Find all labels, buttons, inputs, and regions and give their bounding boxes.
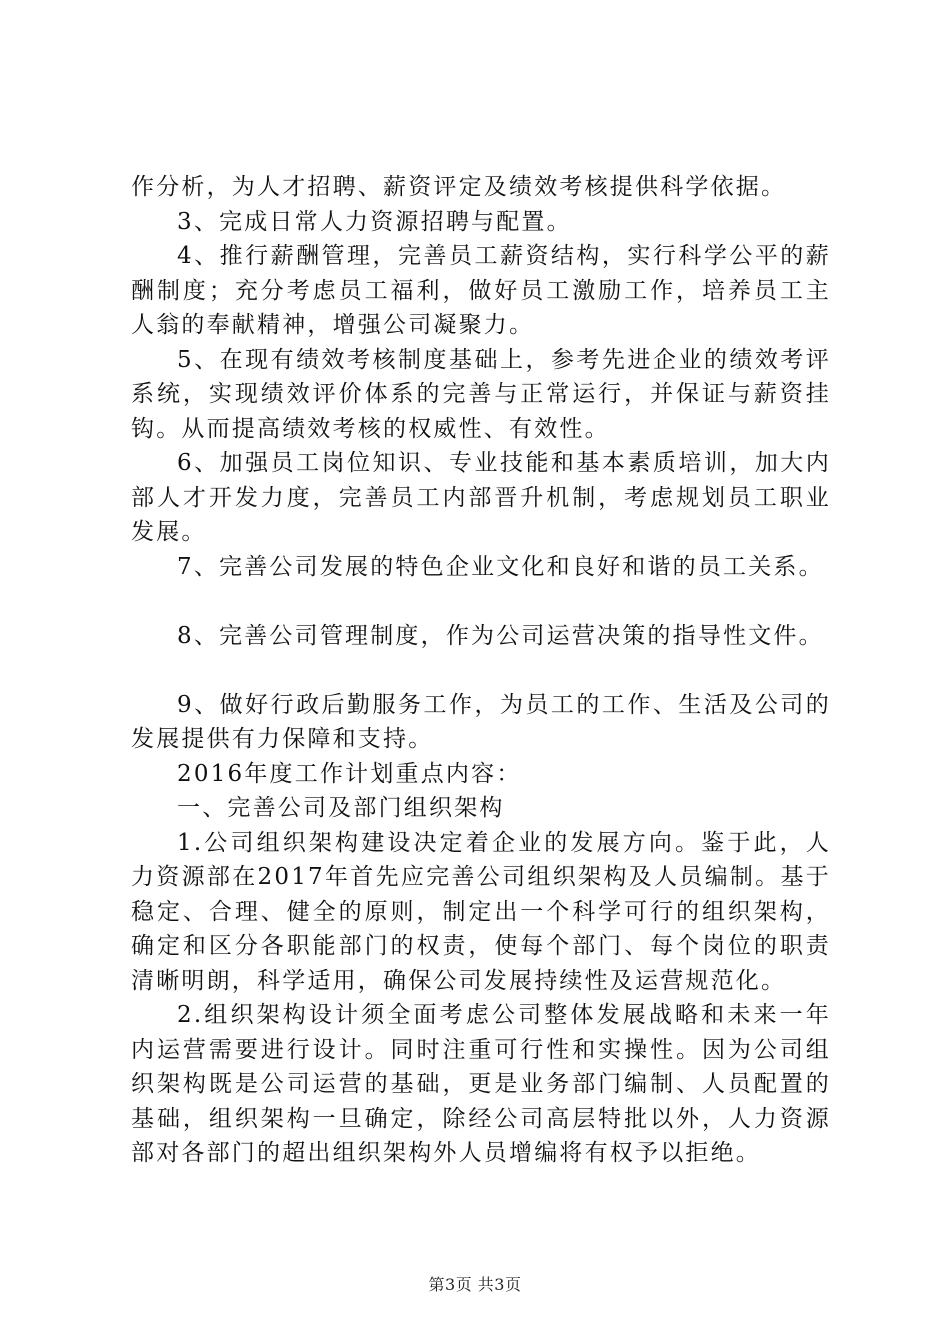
- paragraph-item-6: 6、加强员工岗位知识、专业技能和基本素质培训，加大内部人才开发力度，完善员工内部晋升机制，考虑规划员工职业发展。: [131, 450, 831, 545]
- paragraph-point-1: 1.公司组织架构建设决定着企业的发展方向。鉴于此，人力资源部在2017年首先应完善公司组织架构及人员编制。基于稳定、合理、健全的原则，制定出一个科学可行的组织架构，确定和区分各职能部门的权责，使每个部门、每个岗位的职责清晰明朗，科学适用，确保公司发展持续性及运营规范化。: [131, 829, 831, 994]
- paragraph-item-5: 5、在现有绩效考核制度基础上，参考先进企业的绩效考评系统，实现绩效评价体系的完善与正常运行，并保证与薪资挂钩。从而提高绩效考核的权威性、有效性。: [131, 346, 831, 442]
- page-footer: 第3页 共3页: [428, 1275, 522, 1294]
- paragraph-item-3: 3、完成日常人力资源招聘与配置。: [177, 208, 572, 235]
- paragraph-point-2: 2.组织架构设计须全面考虑公司整体发展战略和未来一年内运营需要进行设计。同时注重可行性和实操性。因为公司组织架构既是公司运营的基础，更是业务部门编制、人员配置的基础，组织架构一旦确定，除经公司高层特批以外，人力资源部对各部门的超出组织架构外人员增编将有权予以拒绝。: [131, 1002, 831, 1166]
- section-heading-plan: 2016年度工作计划重点内容：: [177, 760, 522, 787]
- paragraph-item-7: 7、完善公司发展的特色企业文化和良好和谐的员工关系。: [177, 553, 824, 580]
- paragraph-item-8: 8、完善公司管理制度，作为公司运营决策的指导性文件。: [177, 622, 824, 649]
- paragraph-continuation: 作分析，为人才招聘、薪资评定及绩效考核提供科学依据。: [131, 174, 787, 200]
- document-body: [131, 170, 831, 1171]
- paragraph-item-9: 9、做好行政后勤服务工作，为员工的工作、生活及公司的发展提供有力保障和支持。: [131, 691, 831, 752]
- paragraph-item-4: 4、推行薪酬管理，完善员工薪资结构，实行科学公平的薪酬制度；充分考虑员工福利，做好员工激励工作，培养员工主人翁的奉献精神，增强公司凝聚力。: [131, 243, 831, 338]
- section-heading-org-structure: 一、完善公司及部门组织架构: [177, 795, 505, 821]
